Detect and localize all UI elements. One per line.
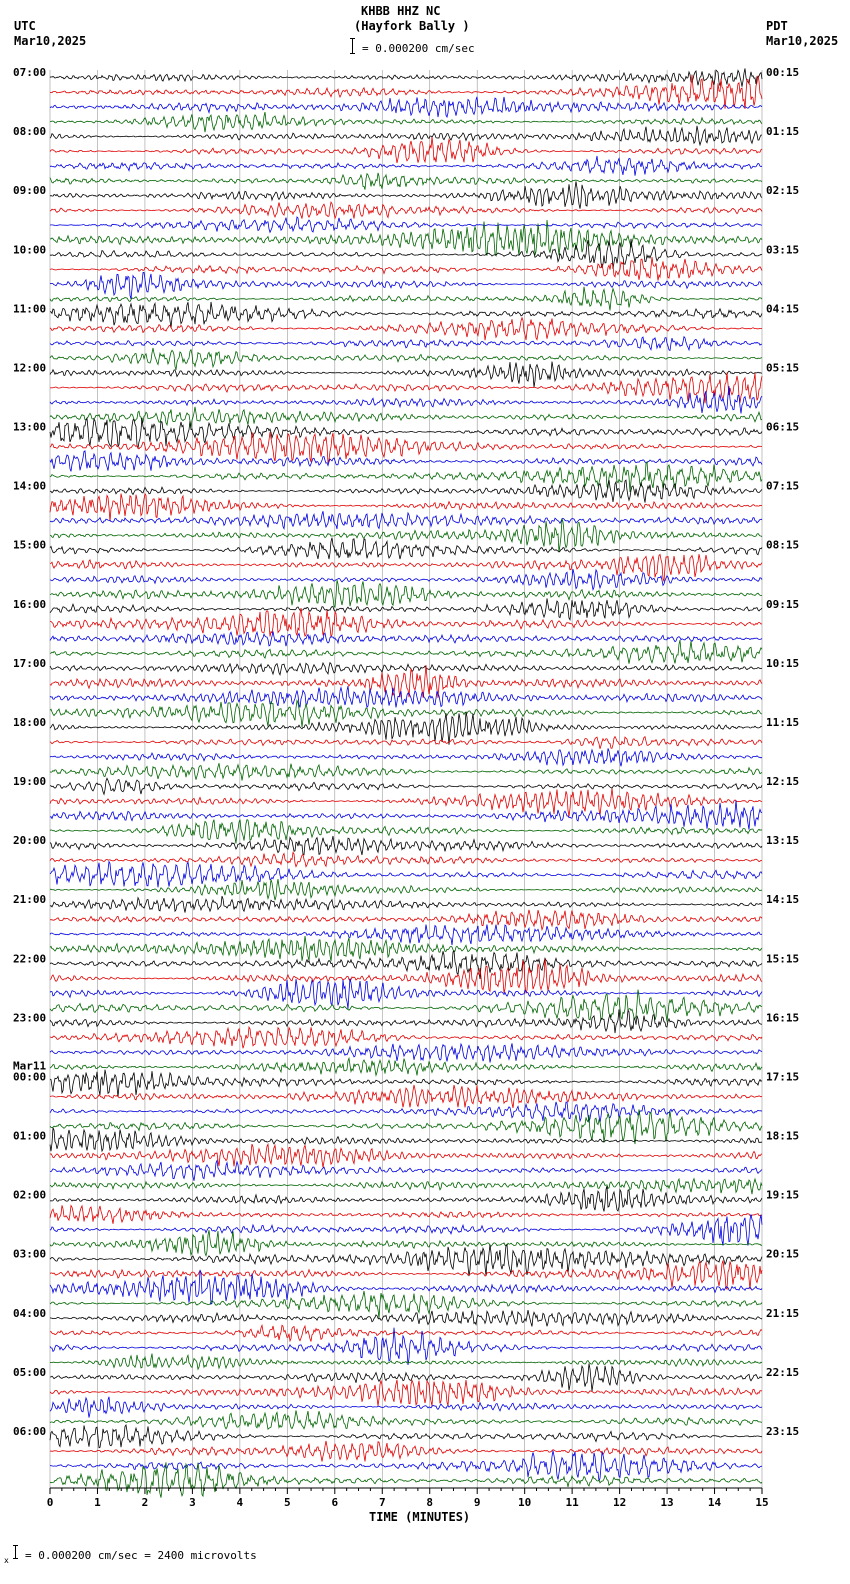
trace-90 <box>50 1397 762 1418</box>
trace-67 <box>50 1058 762 1075</box>
x-tick-label: 11 <box>565 1496 579 1509</box>
left-hour-label: 21:00 <box>13 893 47 907</box>
trace-58 <box>50 925 762 946</box>
trace-70 <box>50 1102 762 1123</box>
trace-87 <box>50 1354 762 1370</box>
left-hour-label: 01:00 <box>13 1129 47 1143</box>
trace-40 <box>50 663 762 675</box>
left-hour-label: 14:00 <box>13 479 47 493</box>
trace-81 <box>50 1261 762 1290</box>
left-hour-label: 15:00 <box>13 538 47 552</box>
right-hour-label: 18:15 <box>766 1129 800 1143</box>
trace-24 <box>50 418 762 449</box>
trace-72 <box>50 1128 762 1152</box>
trace-80 <box>50 1245 762 1277</box>
trace-93 <box>50 1441 762 1462</box>
trace-27 <box>50 462 762 492</box>
trace-10 <box>50 217 762 232</box>
trace-53 <box>50 852 762 866</box>
left-date: Mar10,2025 <box>14 34 87 48</box>
left-hour-label: 13:00 <box>13 420 47 434</box>
left-hour-label: 22:00 <box>13 952 47 966</box>
trace-85 <box>50 1325 762 1341</box>
date-change-label: Mar11 <box>13 1059 47 1073</box>
x-tick-label: 4 <box>236 1496 244 1509</box>
left-hour-label: 09:00 <box>13 184 47 198</box>
x-tick-label: 3 <box>189 1496 196 1509</box>
trace-3 <box>50 112 762 132</box>
right-hour-label: 23:15 <box>766 1424 800 1438</box>
right-hour-label: 06:15 <box>766 420 800 434</box>
trace-9 <box>50 202 762 218</box>
right-hour-label: 19:15 <box>766 1188 800 1202</box>
left-hour-label: 08:00 <box>13 125 47 139</box>
trace-61 <box>50 959 762 993</box>
x-axis-label: TIME (MINUTES) <box>369 1510 471 1524</box>
footer-scale-text: = 0.000200 cm/sec = 2400 microvolts <box>25 1549 257 1562</box>
trace-71 <box>50 1109 762 1144</box>
trace-51 <box>50 820 762 844</box>
x-tick-label: 14 <box>707 1496 722 1509</box>
trace-83 <box>50 1291 762 1318</box>
trace-16 <box>50 302 762 328</box>
right-hour-label: 07:15 <box>766 479 800 493</box>
left-hour-label: 18:00 <box>13 715 47 729</box>
station-location: (Hayfork Bally ) <box>354 19 470 33</box>
trace-69 <box>50 1085 762 1108</box>
trace-59 <box>50 936 762 961</box>
trace-64 <box>50 1009 762 1033</box>
trace-7 <box>50 173 762 190</box>
right-hour-label: 08:15 <box>766 538 800 552</box>
left-timezone: UTC <box>14 19 36 33</box>
trace-4 <box>50 126 762 145</box>
trace-54 <box>50 862 762 888</box>
trace-91 <box>50 1410 762 1429</box>
right-hour-label: 12:15 <box>766 775 800 788</box>
station-title: KHBB HHZ NC <box>361 4 441 18</box>
left-hour-label: 04:00 <box>13 1306 47 1320</box>
left-hour-label: 17:00 <box>13 656 47 670</box>
trace-39 <box>50 640 762 664</box>
right-hour-label: 21:15 <box>766 1306 800 1320</box>
right-hour-label: 14:15 <box>766 893 800 907</box>
trace-2 <box>50 97 762 117</box>
left-hour-label: 00:00 <box>13 1070 47 1084</box>
trace-73 <box>50 1144 762 1167</box>
x-tick-label: 10 <box>518 1496 532 1509</box>
trace-35 <box>50 580 762 607</box>
trace-42 <box>50 686 762 707</box>
trace-49 <box>50 789 762 817</box>
trace-30 <box>50 511 762 529</box>
trace-19 <box>50 348 762 370</box>
x-tick-label: 5 <box>284 1496 291 1509</box>
trace-52 <box>50 836 762 855</box>
trace-47 <box>50 763 762 780</box>
right-hour-label: 20:15 <box>766 1247 800 1261</box>
trace-55 <box>50 879 762 900</box>
x-tick-label: 7 <box>378 1496 386 1509</box>
x-tick-label: 6 <box>331 1496 339 1509</box>
left-hour-label: 03:00 <box>13 1247 47 1261</box>
trace-78 <box>50 1214 762 1245</box>
left-hour-label: 12:00 <box>13 361 47 375</box>
right-hour-label: 22:15 <box>766 1365 800 1379</box>
x-tick-label: 8 <box>426 1496 434 1509</box>
right-hour-label: 00:15 <box>766 66 800 79</box>
left-hour-label: 07:00 <box>13 66 47 79</box>
scale-text: = 0.000200 cm/sec <box>362 42 475 55</box>
trace-25 <box>50 432 762 462</box>
trace-48 <box>50 778 762 794</box>
trace-65 <box>50 1027 762 1048</box>
right-timezone: PDT <box>766 19 788 33</box>
trace-66 <box>50 1043 762 1062</box>
trace-37 <box>50 608 762 636</box>
trace-32 <box>50 538 762 559</box>
left-hour-label: 19:00 <box>13 775 47 788</box>
left-hour-label: 11:00 <box>13 302 47 316</box>
right-date: Mar10,2025 <box>766 34 839 48</box>
trace-75 <box>50 1179 762 1195</box>
trace-77 <box>50 1205 762 1224</box>
left-hour-label: 20:00 <box>13 834 47 848</box>
trace-63 <box>50 990 762 1022</box>
trace-46 <box>50 748 762 766</box>
right-hour-label: 17:15 <box>766 1070 800 1084</box>
right-hour-label: 13:15 <box>766 834 800 848</box>
trace-89 <box>50 1380 762 1406</box>
trace-21 <box>50 373 762 404</box>
left-hour-label: 16:00 <box>13 597 47 611</box>
trace-38 <box>50 631 762 646</box>
left-hour-label: 10:00 <box>13 243 47 257</box>
trace-0 <box>50 68 762 86</box>
trace-18 <box>50 337 762 351</box>
right-hour-label: 11:15 <box>766 715 800 729</box>
x-tick-label: 0 <box>46 1496 54 1509</box>
x-tick-label: 12 <box>612 1496 627 1509</box>
trace-79 <box>50 1230 762 1256</box>
trace-28 <box>50 480 762 503</box>
left-hour-label: 23:00 <box>13 1011 47 1025</box>
trace-29 <box>50 494 762 522</box>
right-hour-label: 02:15 <box>766 184 800 198</box>
trace-57 <box>50 910 762 930</box>
right-hour-label: 05:15 <box>766 361 800 375</box>
trace-group <box>50 68 762 1497</box>
trace-94 <box>50 1451 762 1481</box>
trace-92 <box>50 1425 762 1448</box>
trace-84 <box>50 1310 762 1326</box>
right-hour-label: 10:15 <box>766 656 800 670</box>
footer-scale-icon: x <box>4 1545 18 1561</box>
trace-14 <box>50 272 762 299</box>
trace-17 <box>50 318 762 340</box>
left-hour-label: 02:00 <box>13 1188 47 1202</box>
x-tick-label: 15 <box>755 1496 769 1509</box>
trace-45 <box>50 737 762 749</box>
trace-15 <box>50 287 762 311</box>
trace-36 <box>50 598 762 619</box>
trace-23 <box>50 407 762 429</box>
x-tick-label: 2 <box>141 1496 149 1509</box>
trace-88 <box>50 1364 762 1392</box>
right-hour-label: 15:15 <box>766 952 800 966</box>
trace-74 <box>50 1161 762 1181</box>
x-tick-label: 9 <box>473 1496 481 1509</box>
right-hour-label: 16:15 <box>766 1011 800 1025</box>
right-hour-label: 04:15 <box>766 302 800 316</box>
trace-43 <box>50 701 762 728</box>
trace-26 <box>50 451 762 472</box>
x-axis <box>47 1488 769 1509</box>
x-tick-label: 1 <box>94 1496 101 1509</box>
right-hour-label: 09:15 <box>766 597 800 611</box>
right-hour-label: 01:15 <box>766 125 800 139</box>
trace-76 <box>50 1186 762 1211</box>
trace-5 <box>50 137 762 163</box>
trace-13 <box>50 257 762 280</box>
trace-56 <box>50 896 762 912</box>
x-tick-label: 13 <box>660 1496 674 1509</box>
trace-68 <box>50 1070 762 1097</box>
left-hour-label: 06:00 <box>13 1424 47 1438</box>
left-hour-label: 05:00 <box>13 1365 47 1379</box>
right-hour-label: 03:15 <box>766 243 800 257</box>
